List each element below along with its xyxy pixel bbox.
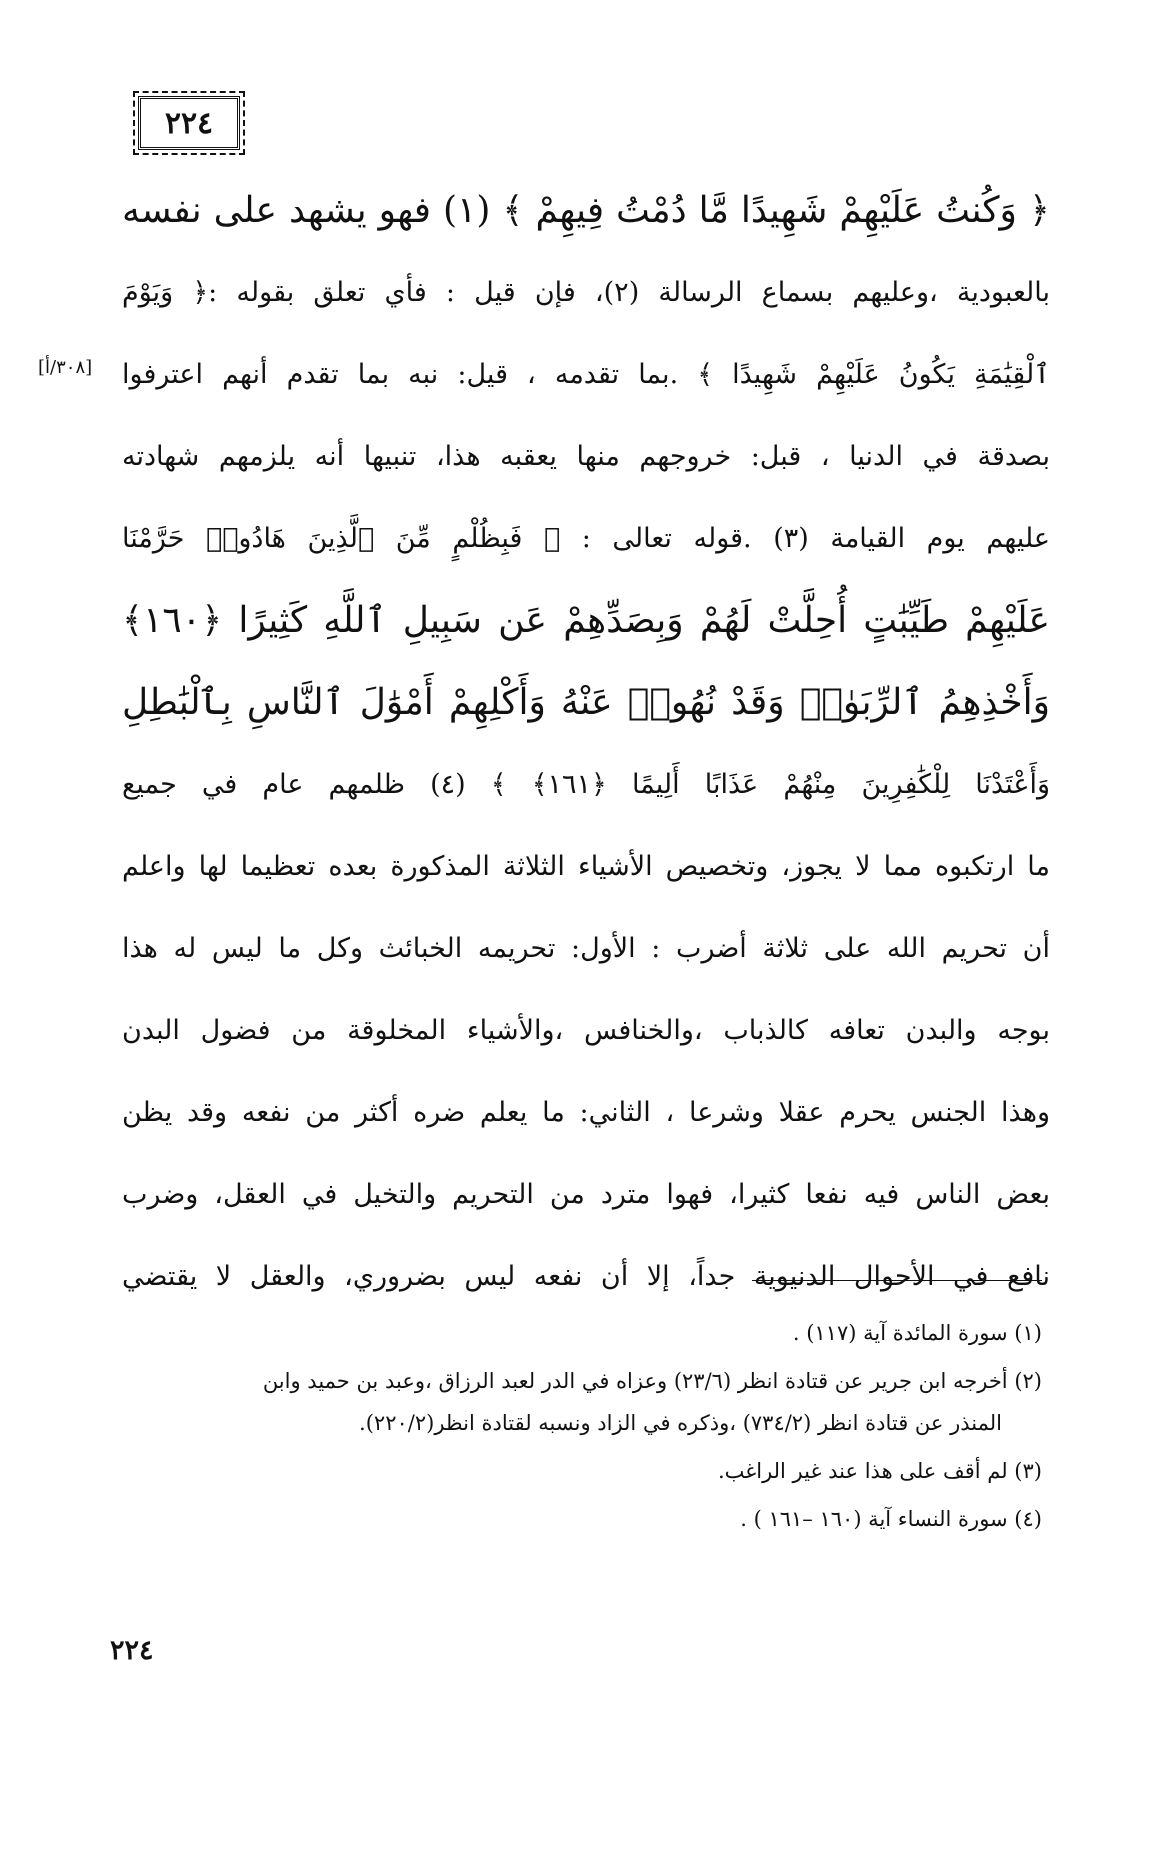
text-line: أن تحريم الله على ثلاثة أضرب : الأول: تحريمه الخبائث وكل ما ليس له هذا bbox=[122, 933, 1050, 964]
footnote-item: (٢) أخرجه ابن جرير عن قتادة انظر (٢٣/٦) وعزاه في الدر لعبد الرزاق ،وعبد بن حميد وابن bbox=[262, 1369, 1042, 1393]
margin-folio-note: [٣٠٨/أ] bbox=[38, 357, 93, 378]
footnote-item: (٣) لم أقف على هذا عند غير الراغب. bbox=[717, 1459, 1042, 1483]
footnote-continuation: المنذر عن قتادة انظر (٧٣٤/٢) ،وذكره في الزاد ونسبه لقتادة انظر(٢٢٠/٢). bbox=[359, 1411, 1002, 1435]
footnote-divider bbox=[752, 1280, 1042, 1281]
header-page-number: ٢٢٤ bbox=[138, 96, 240, 150]
text-line: عَلَيْهِمْ طَيِّبَٰتٍ أُحِلَّتْ لَهُمْ وَبِصَدِّهِمْ عَن سَبِيلِ ٱللَّهِ كَثِيرًا ﴿١٦٠﴾ bbox=[122, 600, 1050, 641]
text-line: وَأَعْتَدْنَا لِلْكَٰفِرِينَ مِنْهُمْ عَذَابًا أَلِيمًا ﴿١٦١﴾ ﴾ (٤) ظلمهم عام في جميع bbox=[122, 769, 1050, 800]
footnote-item: (٤) سورة النساء آية (١٦٠ –١٦١ ) . bbox=[740, 1507, 1042, 1531]
footer-page-number: ٢٢٤ bbox=[110, 1635, 154, 1666]
text-line: عليهم يوم القيامة (٣) .قوله تعالى : ﴿ فَبِظُلْمٍ مِّنَ ٱلَّذِينَ هَادُوا۟ حَرَّمْنَا bbox=[122, 523, 1050, 554]
main-text bbox=[122, 170, 1050, 1318]
text-line: ٱلْقِيَٰمَةِ يَكُونُ عَلَيْهِمْ شَهِيدًا ﴾ .بما تقدمه ، قيل: نبه بما تقدم أنهم اعترفوا bbox=[122, 359, 1050, 390]
footnotes bbox=[98, 1312, 1042, 1540]
text-line: وَأَخْذِهِمُ ٱلرِّبَوٰا۟ وَقَدْ نُهُوا۟ عَنْهُ وَأَكْلِهِمْ أَمْوَٰلَ ٱلنَّاسِ بِٱلْبَٰطِلِ bbox=[122, 682, 1050, 723]
text-line: بوجه والبدن تعافه كالذباب ،والخنافس ،والأشياء المخلوقة من فضول البدن bbox=[122, 1015, 1050, 1046]
text-line: بالعبودية ،وعليهم بسماع الرسالة (٢)، فإن قيل : فأي تعلق بقوله :﴿ وَيَوْمَ bbox=[122, 277, 1050, 308]
text-line: ما ارتكبوه مما لا يجوز، وتخصيص الأشياء الثلاثة المذكورة بعده تعظيما لها واعلم bbox=[122, 851, 1050, 882]
text-line: وهذا الجنس يحرم عقلا وشرعا ، الثاني: ما يعلم ضره أكثر من نفعه وقد يظن bbox=[122, 1097, 1050, 1128]
text-line: نافع في الأحوال الدنيوية جداً، إلا أن نفعه ليس بضروري، والعقل لا يقتضي bbox=[122, 1261, 1050, 1292]
text-line: ﴿ وَكُنتُ عَلَيْهِمْ شَهِيدًا مَّا دُمْتُ فِيهِمْ ﴾ (١) فهو يشهد على نفسه bbox=[122, 190, 1050, 231]
text-line: بصدقة في الدنيا ، قبل: خروجهم منها يعقبه هذا، تنبيها أنه يلزمهم شهادته bbox=[122, 441, 1050, 472]
text-line: بعض الناس فيه نفعا كثيرا، فهوا مترد من التحريم والتخيل في العقل، وضرب bbox=[122, 1179, 1050, 1210]
footnote-item: (١) سورة المائدة آية (١١٧) . bbox=[792, 1321, 1042, 1345]
